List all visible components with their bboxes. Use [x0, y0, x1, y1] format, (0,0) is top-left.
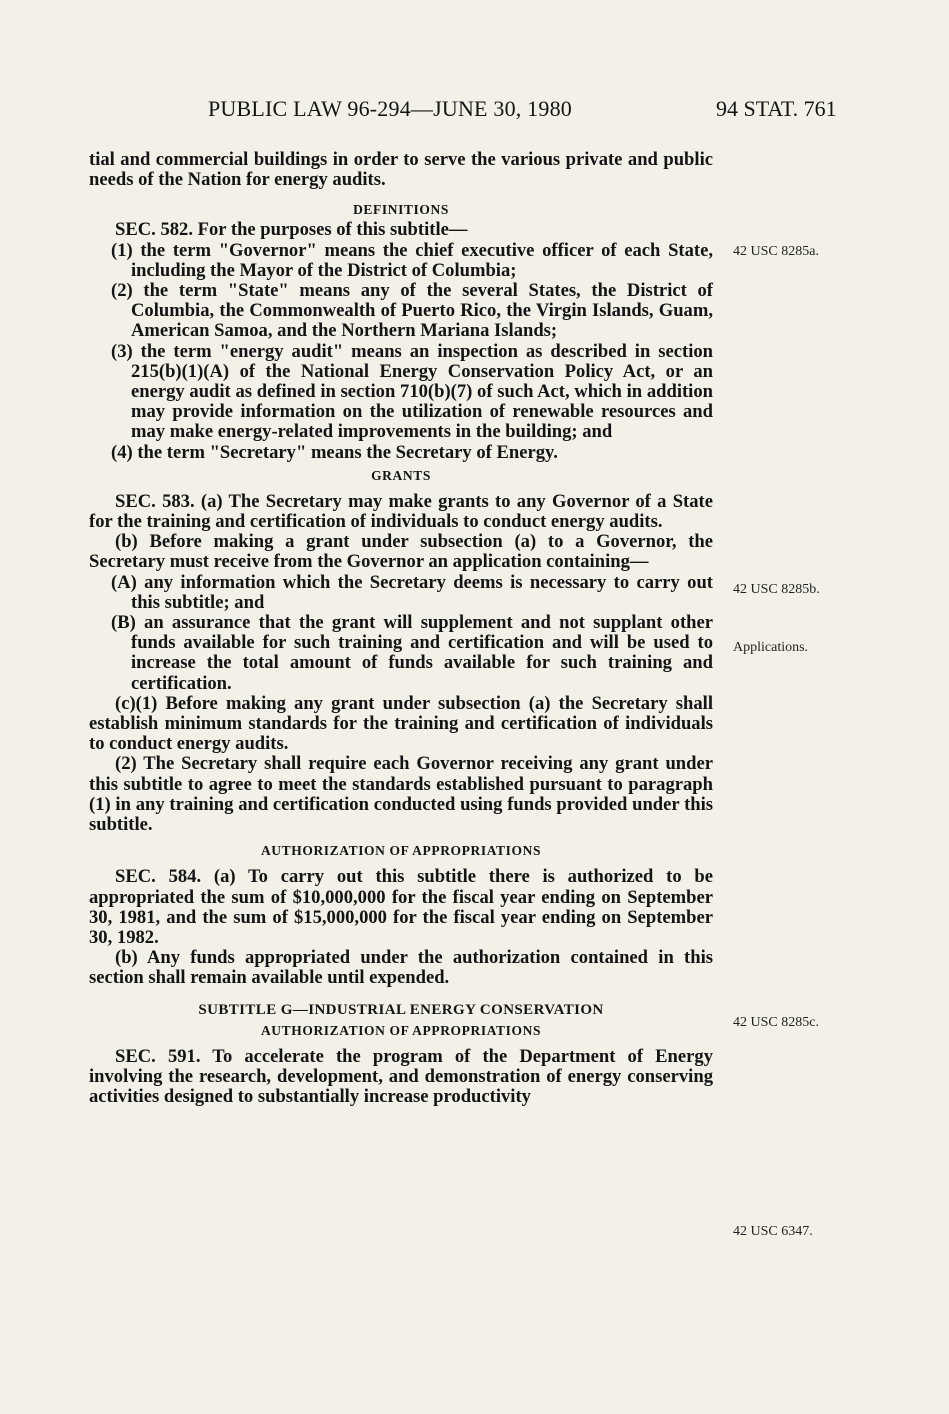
statute-page-reference: 94 STAT. 761	[716, 96, 837, 121]
section-583-b: (b) Before making a grant under subsection (a) to a Governor, the Secretary must receive from the Governor an application containing—	[89, 531, 713, 573]
margin-note-8285a: 42 USC 8285a.	[733, 244, 819, 259]
section-584-b: (b) Any funds appropriated under the authorization contained in this section shall remain available until expended.	[89, 947, 713, 989]
margin-note-6347: 42 USC 6347.	[733, 1224, 813, 1239]
margin-note-applications: Applications.	[733, 640, 809, 655]
subtitle-g-heading: SUBTITLE G—INDUSTRIAL ENERGY CONSERVATION	[198, 1001, 604, 1018]
section-583-c-1: (c)(1) Before making any grant under subsection (a) the Secretary shall establish minimum standards for the training and certification of individuals to conduct energy audits.	[89, 692, 713, 755]
grants-heading: GRANTS	[371, 467, 431, 483]
margin-notes	[733, 0, 943, 1414]
margin-note-8285b: 42 USC 8285b.	[733, 582, 820, 597]
section-591: SEC. 591. To accelerate the program of the Department of Energy involving the research, development, and demonstration of energy conserving activities designed to substantially increase productivity	[89, 1045, 713, 1107]
definition-state: (2) the term "State" means any of the several States, the District of Columbia, the Commonwealth of Puerto Rico, the Virgin Islands, Guam, American Samoa, and the Northern Mariana Islands;	[111, 280, 713, 342]
statute-text	[89, 150, 713, 1107]
definition-energy-audit: (3) the term "energy audit" means an inspection as described in section 215(b)(1)(A) of the National Energy Conservation Policy Act, or an energy audit as defined in section 710(b)(7) of such Act, which in addition may provide information on the utilization of renewable resources and may make energy-related improvements in the building; and	[111, 340, 713, 443]
section-584-a: SEC. 584. (a) To carry out this subtitle there is authorized to be appropriated the sum of $10,000,000 for the fiscal year ending on September 30, 1981, and the sum of $15,000,000 for the fiscal year ending on September 30, 1982.	[89, 866, 713, 948]
authorization-heading-2: AUTHORIZATION OF APPROPRIATIONS	[260, 1022, 542, 1038]
section-582: SEC. 582. For the purposes of this subtitle—	[115, 219, 468, 241]
margin-note-8285c: 42 USC 8285c.	[733, 1015, 819, 1030]
definition-governor: (1) the term "Governor" means the chief executive officer of each State, including the Mayor of the District of Columbia;	[111, 239, 713, 281]
definition-secretary: (4) the term "Secretary" means the Secretary of Energy.	[111, 441, 558, 463]
section-583-b-B: (B) an assurance that the grant will supplement and not supplant other funds available for such training and certification and will be used to increase the total amount of funds available for such training and certification.	[111, 612, 713, 694]
section-583-c-2: (2) The Secretary shall require each Governor receiving any grant under this subtitle to agree to meet the standards established pursuant to paragraph (1) in any training and certification conducted using funds provided under this subtitle.	[89, 753, 713, 836]
section-583-a: SEC. 583. (a) The Secretary may make grants to any Governor of a State for the training and certification of individuals to conduct energy audits.	[89, 490, 713, 533]
continued-paragraph: tial and commercial buildings in order to serve the various private and public needs of the Nation for energy audits.	[89, 149, 713, 191]
running-head: PUBLIC LAW 96-294—JUNE 30, 1980	[208, 96, 572, 121]
authorization-heading: AUTHORIZATION OF APPROPRIATIONS	[260, 843, 542, 859]
definitions-heading: DEFINITIONS	[353, 202, 449, 218]
section-583-b-A: (A) any information which the Secretary deems is necessary to carry out this subtitle; and	[111, 571, 713, 613]
